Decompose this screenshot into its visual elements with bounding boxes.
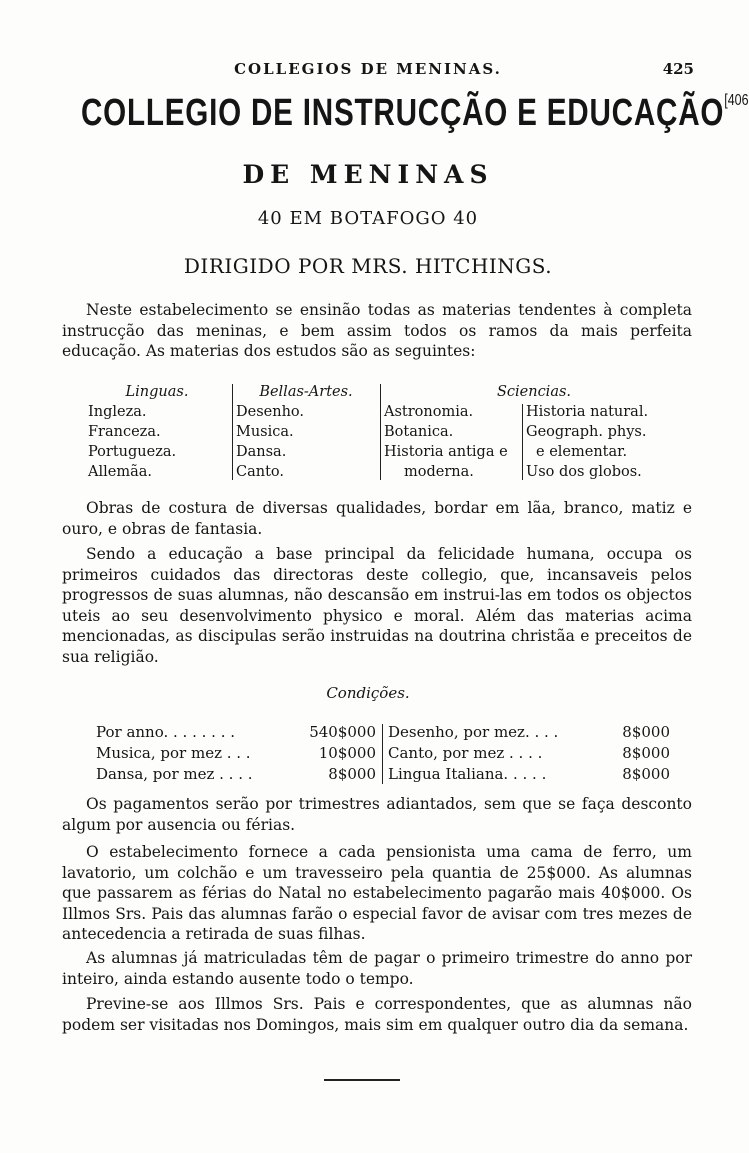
column-divider — [232, 384, 233, 480]
obras-paragraph — [62, 498, 692, 539]
sciencias-header: Sciencias. — [496, 384, 572, 400]
main-title-text: COLLEGIO DE INSTRUCÇÃO E EDUCAÇÃO — [80, 92, 725, 134]
bellas-artes-item: Canto. — [236, 464, 284, 480]
subjects-col-sciencias — [384, 382, 684, 402]
sciencias-item: moderna. — [404, 464, 474, 480]
prices-left-labels — [96, 722, 266, 785]
intro-paragraph-text: Neste estabelecimento se ensinão todas as materias tendentes à completa instrucção das meninas, e bem assim todos os ramos da mais perfeita educação. As materias dos estudos são as seguintes: — [62, 301, 692, 360]
price-value: 8$000 — [328, 765, 376, 783]
prices-table — [96, 722, 676, 784]
price-label: Dansa, por mez . . . . — [96, 765, 253, 783]
prices-right-values — [590, 722, 670, 785]
column-divider — [522, 404, 523, 480]
price-value: 540$000 — [309, 723, 376, 741]
price-label: Lingua Italiana. . . . . — [388, 765, 547, 783]
sciencias-item: Uso dos globos. — [526, 464, 642, 480]
sciencias-col-2 — [526, 402, 686, 482]
intro-paragraph — [62, 300, 692, 362]
matriculadas-paragraph — [62, 948, 692, 989]
director-line: DIRIGIDO POR MRS. HITCHINGS. — [183, 254, 553, 278]
educacao-paragraph — [62, 544, 692, 667]
linguas-item: Allemãa. — [88, 464, 152, 480]
price-label: Desenho, por mez. . . . — [388, 723, 559, 741]
linguas-header: Linguas. — [125, 384, 189, 400]
prices-right-labels — [388, 722, 588, 785]
linguas-item: Franceza. — [88, 424, 161, 440]
column-divider — [382, 724, 383, 784]
domingos-paragraph — [62, 994, 692, 1035]
reference-number: [406 — [724, 92, 749, 109]
sciencias-item: Geograph. phys. — [526, 424, 647, 440]
obras-paragraph-text: Obras de costura de diversas qualidades, bordar em lãa, branco, matiz e ouro, e obras de fantasia. — [62, 499, 692, 538]
bellas-artes-item: Desenho. — [236, 404, 304, 420]
location-line: 40 EM BOTAFOGO 40 — [257, 208, 479, 229]
price-value: 10$000 — [318, 744, 376, 762]
subjects-col-linguas — [88, 382, 226, 482]
matriculadas-paragraph-text: As alumnas já matriculadas têm de pagar o primeiro trimestre do anno por inteiro, ainda estando ausente todo o tempo. — [62, 949, 692, 988]
bellas-artes-header: Bellas-Artes. — [259, 384, 353, 400]
conditions-heading: Condições. — [326, 684, 410, 702]
domingos-paragraph-text: Previne-se aos Illmos Srs. Pais e correspondentes, que as alumnas não podem ser visitadas nos Domingos, mais sim em qualquer outro dia da semana. — [62, 995, 692, 1034]
bellas-artes-item: Musica. — [236, 424, 294, 440]
closing-rule — [324, 1079, 400, 1081]
sciencias-item: Botanica. — [384, 424, 454, 440]
sciencias-item: Historia natural. — [526, 404, 649, 420]
running-header: COLLEGIOS DE MENINAS. — [234, 60, 502, 78]
linguas-item: Ingleza. — [88, 404, 147, 420]
price-label: Canto, por mez . . . . — [388, 744, 543, 762]
sciencias-item: Historia antiga e — [384, 444, 508, 460]
price-label: Musica, por mez . . . — [96, 744, 251, 762]
price-value: 8$000 — [622, 765, 670, 783]
column-divider — [380, 384, 381, 480]
subtitle: DE MENINAS — [242, 160, 494, 189]
price-label: Por anno. . . . . . . . — [96, 723, 236, 741]
cama-paragraph — [62, 842, 692, 945]
prices-left-values — [268, 722, 376, 785]
sciencias-item: e elementar. — [536, 444, 628, 460]
price-value: 8$000 — [622, 744, 670, 762]
sciencias-item: Astronomia. — [384, 404, 474, 420]
page-number: 425 — [662, 60, 694, 78]
main-title — [80, 92, 749, 135]
price-value: 8$000 — [622, 723, 670, 741]
subjects-col-bellas-artes — [236, 382, 376, 482]
educacao-paragraph-text: Sendo a educação a base principal da felicidade humana, occupa os primeiros cuidados das directoras deste collegio, que, incansaveis pelos progressos de suas alumnas, não descansão em instrui-las em todos os objectos uteis ao seu desenvolvimento physico e moral. Além das materias acima mencionadas, as discipulas serão instruidas na doutrina christãa e preceitos de sua religião. — [62, 545, 692, 666]
sciencias-col-1 — [384, 402, 524, 482]
subjects-table — [88, 382, 688, 482]
cama-paragraph-text: O estabelecimento fornece a cada pensionista uma cama de ferro, um lavatorio, um colchão e um travesseiro pela quantia de 25$000. As alumnas que passarem as férias do Natal no estabelecimento pagarão mais 40$000. Os Illmos Srs. Pais das alumnas farão o especial favor de avisar com tres mezes de antecedencia a retirada de suas filhas. — [62, 843, 692, 943]
pagamentos-paragraph-text: Os pagamentos serão por trimestres adiantados, sem que se faça desconto algum por ausencia ou férias. — [62, 795, 692, 834]
bellas-artes-item: Dansa. — [236, 444, 287, 460]
linguas-item: Portugueza. — [88, 444, 177, 460]
pagamentos-paragraph — [62, 794, 692, 835]
